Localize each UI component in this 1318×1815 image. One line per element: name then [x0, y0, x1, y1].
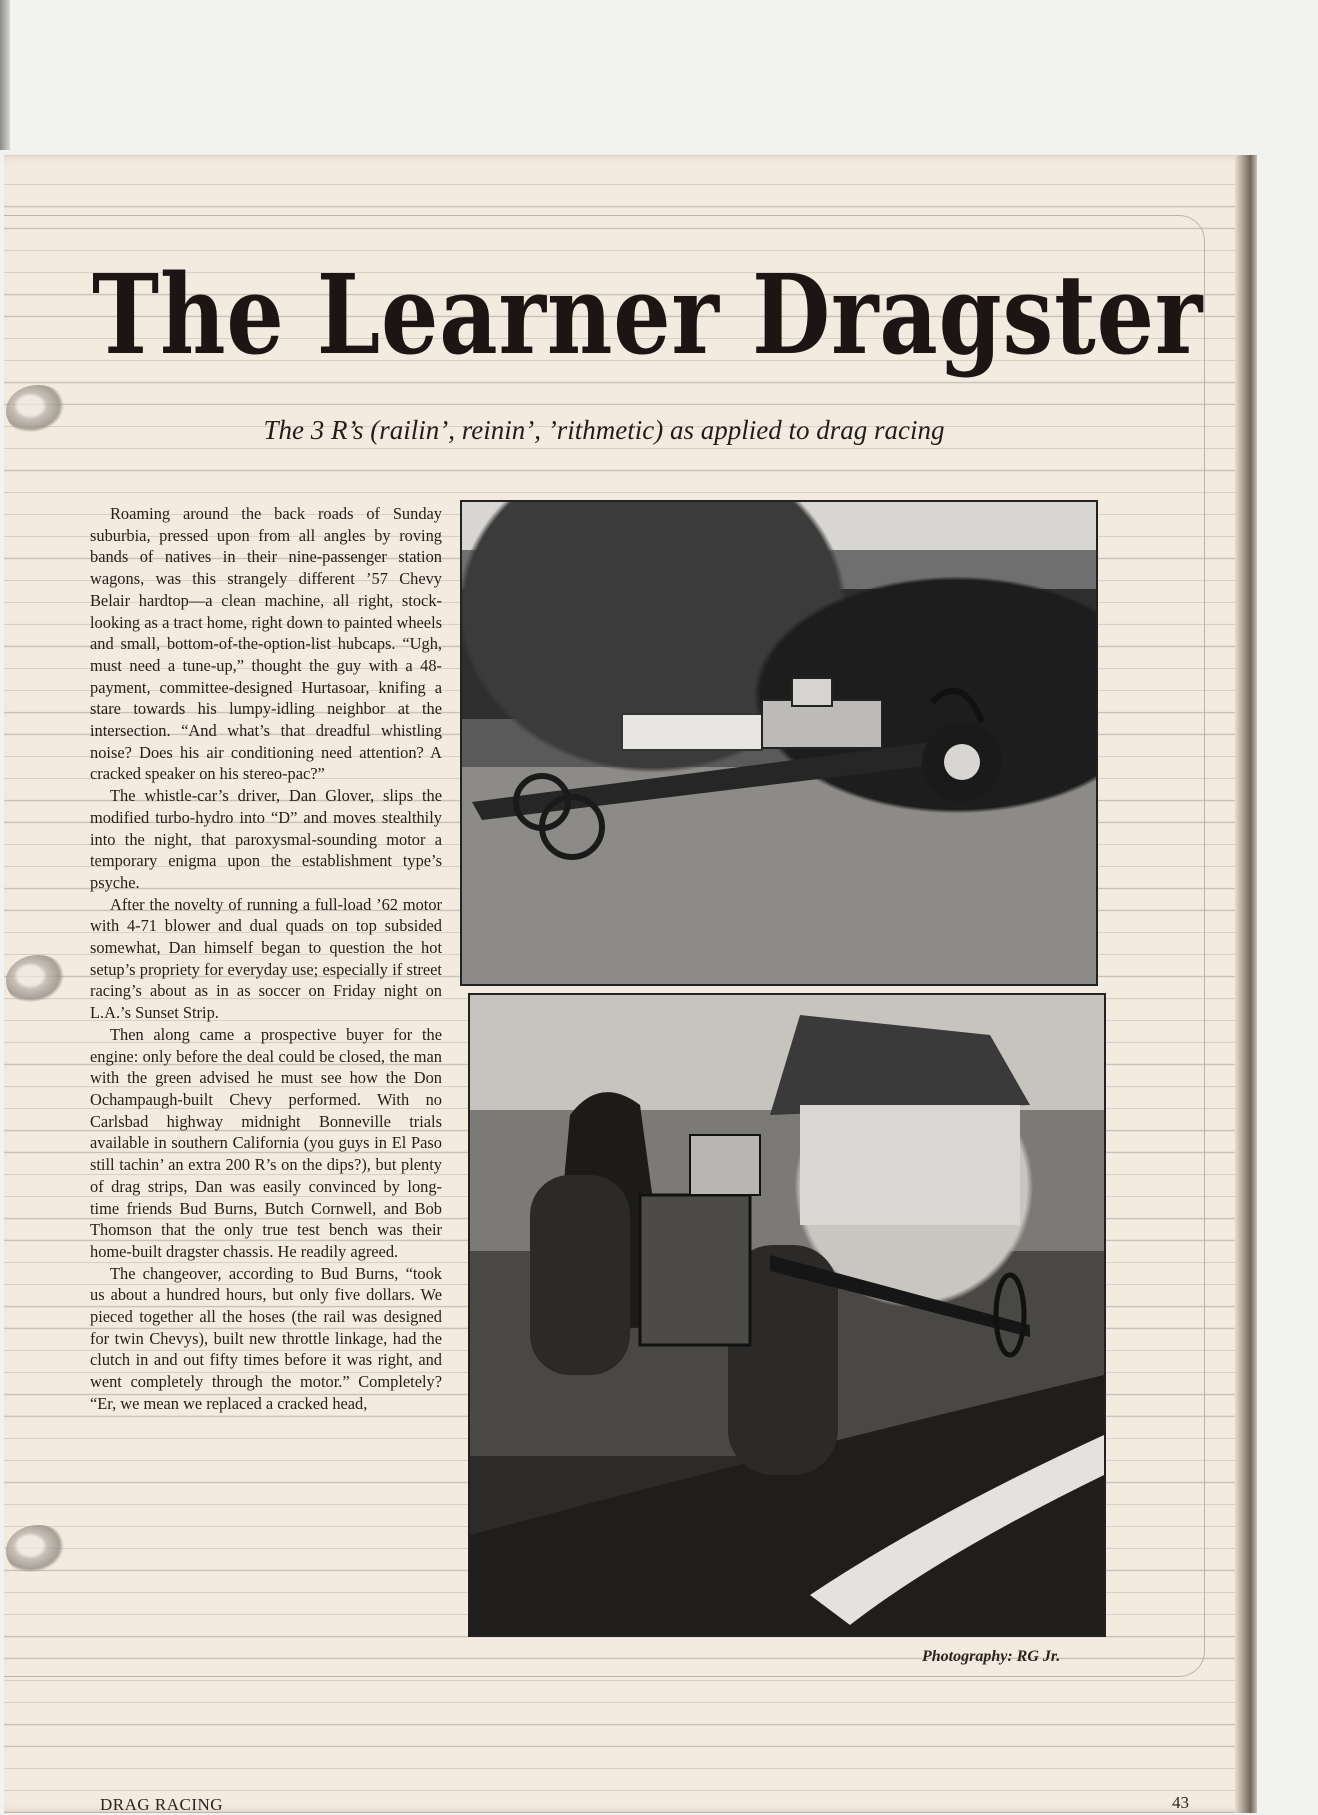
publication-name: DRAG RACING	[100, 1795, 224, 1814]
paragraph: The whistle-car’s driver, Dan Glover, slips the modified turbo-hydro into “D” and moves stealthily into the night, that paroxysmal-sounding motor a temporary enigma upon the establishment type’s psyche.	[90, 786, 442, 892]
article-subtitle: The 3 R’s (railin’, reinin’, ’rithmetic) as applied to drag racing	[263, 415, 945, 445]
page-edge	[1235, 155, 1257, 1813]
paragraph: The changeover, according to Bud Burns, “took us about a hundred hours, but only five dollars. We pieced together all the hoses (the rail was designed for twin Chevys), built new throttle linkage, had the clutch in and out fifty times before it was right, and went completely through the motor.” Completely? “Er, we mean we replaced a cracked head,	[90, 1263, 442, 1413]
paragraph: Roaming around the back roads of Sunday suburbia, pressed upon from all angles by roving bands of natives in their nine-passenger station wagons, was this strangely different ’57 Chevy Belair hardtop—a clean machine, all right, stock-looking as a tract home, right down to painted wheels and small, bottom-of-the-option-list hubcaps. “Ugh, must need a tune-up,” thought the guy with a 48-payment, committee-designed Hurtasoar, knifing a stare towards his lumpy-idling neighbor at the intersection. “And what’s that dreadful whistling noise? Does his air conditioning need attention? A cracked speaker on his stereo-pac?”	[90, 504, 442, 784]
photo-credit: Photography: RG Jr.	[922, 1648, 1061, 1665]
article-title: The Learner Dragster	[92, 250, 1204, 379]
binder-ring-icon	[6, 1525, 70, 1577]
dragster-side-photo	[460, 500, 1098, 986]
page-number: 43	[1172, 1793, 1189, 1812]
paragraph: Then along came a prospective buyer for the engine: only before the deal could be closed, the man with the green advised he must see how the Don Ochampaugh-built Chevy performed. With no Carlsbad highway midnight Bonneville trials available in southern California (you guys in El Paso still tachin’ an extra 200 R’s on the dips?), but plenty of drag strips, Dan was easily convinced by long-time friends Bud Burns, Butch Cornwell, and Bob Thomson that the only true test bench was their home-built dragster chassis. He readily agreed.	[90, 1024, 442, 1261]
paragraph: After the novelty of running a full-load ’62 motor with 4-71 blower and dual quads on top subsided somewhat, Dan himself began to question the hot setup’s propriety for everyday use; especially if street racing’s about as in as soccer on Friday night on L.A.’s Sunset Strip.	[90, 894, 442, 1023]
binder-ring-icon	[6, 955, 70, 1007]
article-body	[90, 503, 442, 1415]
magazine-page	[4, 155, 1257, 1813]
dragster-rear-photo	[468, 993, 1106, 1637]
scanner-shadow	[0, 0, 10, 150]
